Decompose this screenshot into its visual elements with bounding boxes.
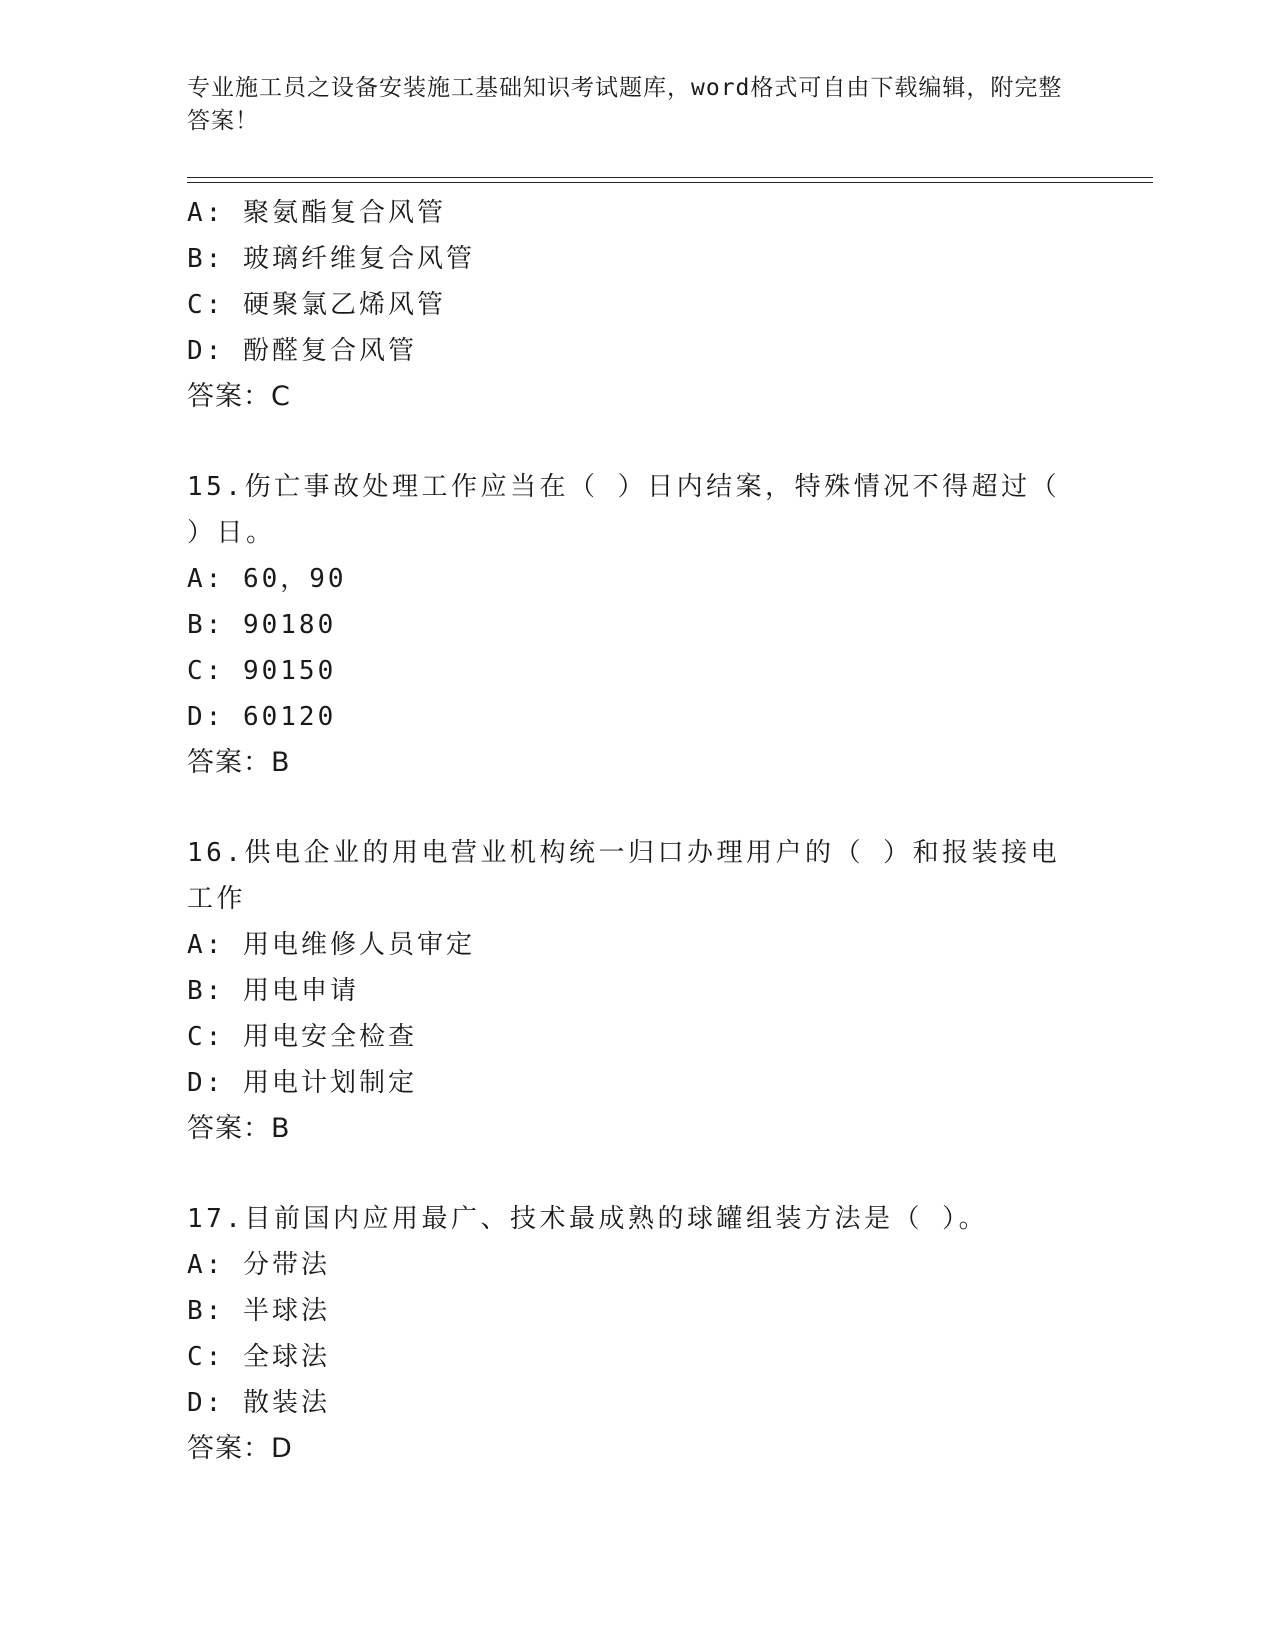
question-list: [187, 190, 1067, 1472]
option-a: A: 分带法: [187, 1250, 330, 1280]
answer-line: 答案：B: [187, 747, 291, 778]
block-spacer: [187, 420, 1067, 464]
question-block-14: [187, 190, 1067, 420]
answer-line: 答案：D: [187, 1433, 293, 1464]
question-text: 15.伤亡事故处理工作应当在（ ）日内结案，特殊情况不得超过（ ）日。: [187, 472, 1061, 548]
block-spacer: [187, 1152, 1067, 1196]
option-a: A: 聚氨酯复合风管: [187, 198, 446, 228]
option-c: C: 全球法: [187, 1342, 330, 1372]
option-a: A: 60，90: [187, 564, 347, 594]
question-block-16: [187, 830, 1067, 1152]
option-b: B: 玻璃纤维复合风管: [187, 244, 475, 274]
question-block-17: [187, 1196, 1067, 1472]
option-d: D: 用电计划制定: [187, 1068, 417, 1098]
block-spacer: [187, 786, 1067, 830]
question-text: 17.目前国内应用最广、技术最成熟的球罐组装方法是（ ）。: [187, 1204, 989, 1234]
option-b: B: 90180: [187, 610, 337, 640]
header-divider-top: [187, 177, 1153, 178]
option-d: D: 酚醛复合风管: [187, 336, 417, 366]
answer-line: 答案：C: [187, 381, 291, 412]
option-c: C: 90150: [187, 656, 337, 686]
option-d: D: 60120: [187, 702, 337, 732]
option-c: C: 用电安全检查: [187, 1022, 417, 1052]
question-block-15: [187, 464, 1067, 786]
option-a: A: 用电维修人员审定: [187, 930, 475, 960]
document-header: 专业施工员之设备安装施工基础知识考试题库，word格式可自由下载编辑，附完整答案！: [187, 75, 1063, 134]
question-text: 16.供电企业的用电营业机构统一归口办理用户的（ ）和报装接电工作: [187, 838, 1061, 914]
answer-line: 答案：B: [187, 1113, 291, 1144]
option-c: C: 硬聚氯乙烯风管: [187, 290, 446, 320]
header-divider-bottom: [187, 182, 1153, 183]
option-d: D: 散装法: [187, 1388, 330, 1418]
option-b: B: 用电申请: [187, 976, 359, 1006]
option-b: B: 半球法: [187, 1296, 330, 1326]
